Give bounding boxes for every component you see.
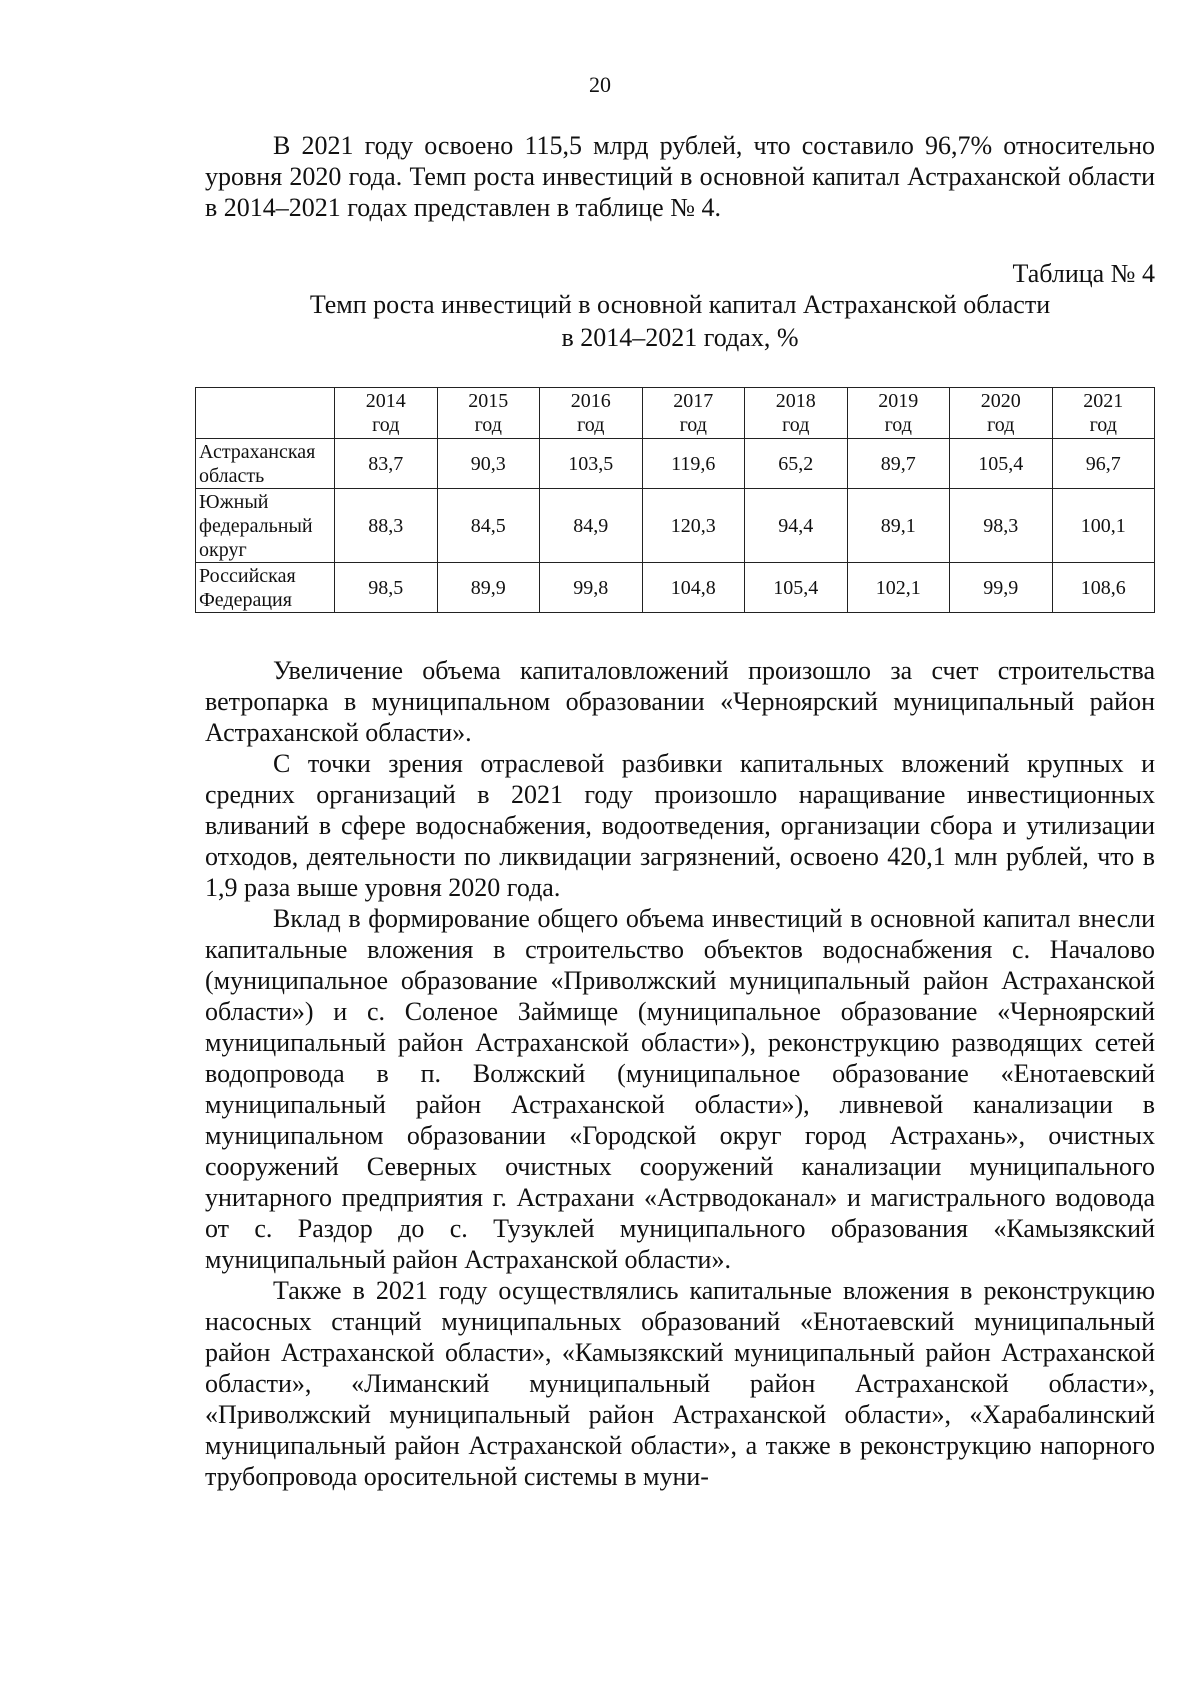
year-header: 2021 год — [1052, 388, 1155, 439]
table-cell: 84,5 — [437, 489, 540, 563]
table-cell: 89,9 — [437, 563, 540, 613]
row-label: Российская Федерация — [196, 563, 335, 613]
table-title-line-1: Темп роста инвестиций в основной капитал Астраханской области — [309, 290, 1051, 319]
table-cell: 104,8 — [642, 563, 745, 613]
table-header-row — [196, 388, 1155, 439]
table-title — [205, 288, 1155, 354]
table-cell: 119,6 — [642, 439, 745, 489]
table-cell: 89,7 — [847, 439, 950, 489]
row-label: Южный федеральный округ — [196, 489, 335, 563]
year-header: 2014 год — [335, 388, 438, 439]
table-corner-cell — [196, 388, 335, 439]
year-header: 2018 год — [745, 388, 848, 439]
page-number: 20 — [589, 72, 611, 97]
table-cell: 98,5 — [335, 563, 438, 613]
year-header: 2017 год — [642, 388, 745, 439]
table-cell: 100,1 — [1052, 489, 1155, 563]
table-cell: 105,4 — [950, 439, 1053, 489]
table-row — [196, 439, 1155, 489]
table-cell: 94,4 — [745, 489, 848, 563]
table-cell: 98,3 — [950, 489, 1053, 563]
row-label: Астраханская область — [196, 439, 335, 489]
body-text — [205, 655, 1155, 1492]
table-cell: 120,3 — [642, 489, 745, 563]
table-cell: 105,4 — [745, 563, 848, 613]
year-header: 2015 год — [437, 388, 540, 439]
table-row — [196, 563, 1155, 613]
paragraph: Также в 2021 году осуществлялись капитальные вложения в реконструкцию насосных станций муниципальных образований «Енотаевский муниципальный район Астраханской области», «Камызякский муниципальный район Астраханской области», «Лиманский муниципальный район Астраханской области», «Приволжский муниципальный район Астраханской области», «Харабалинский муниципальный район Астраханской области», а также в реконструкцию напорного трубопровода оросительной системы в муни- — [205, 1276, 1155, 1491]
table-cell: 88,3 — [335, 489, 438, 563]
intro-paragraph — [205, 130, 1155, 223]
year-header: 2016 год — [540, 388, 643, 439]
table-cell: 103,5 — [540, 439, 643, 489]
table-title-line-2: в 2014–2021 годах, % — [561, 323, 799, 352]
table-cell: 65,2 — [745, 439, 848, 489]
table-number: Таблица № 4 — [1012, 259, 1155, 288]
paragraph: Вклад в формирование общего объема инвестиций в основной капитал внесли капитальные вложения в строительство объектов водоснабжения с. Началово (муниципальное образование «Приволжский муниципальный район Астраханской области») и с. Соленое Займище (муниципальное образование «Черноярский муниципальный район Астраханской области»), реконструкцию разводящих сетей водопровода в п. Волжский (муниципальное образование «Енотаевский муниципальный район Астраханской области»), ливневой канализации в муниципальном образовании «Городской округ город Астрахань», очистных сооружений Северных очистных сооружений канализации муниципального унитарного предприятия г. Астрахани «Астрводоканал» и магистрального водовода от с. Раздор до с. Тузуклей муниципального образования «Камызякский муниципальный район Астраханской области». — [205, 904, 1155, 1274]
paragraph: С точки зрения отраслевой разбивки капитальных вложений крупных и средних организаций в 2021 году произошло наращивание инвестиционных вливаний в сфере водоснабжения, водоотведения, организации сбора и утилизации отходов, деятельности по ликвидации загрязнений, освоено 420,1 млн рублей, что в 1,9 раза выше уровня 2020 года. — [205, 749, 1155, 902]
year-header: 2019 год — [847, 388, 950, 439]
table-row — [196, 489, 1155, 563]
table-cell: 102,1 — [847, 563, 950, 613]
table-cell: 89,1 — [847, 489, 950, 563]
investment-growth-table — [195, 387, 1155, 613]
table-cell: 90,3 — [437, 439, 540, 489]
paragraph: Увеличение объема капиталовложений произошло за счет строительства ветропарка в муниципальном образовании «Черноярский муниципальный район Астраханской области». — [205, 656, 1155, 747]
table-cell: 83,7 — [335, 439, 438, 489]
table-cell: 99,8 — [540, 563, 643, 613]
table-cell: 99,9 — [950, 563, 1053, 613]
year-header: 2020 год — [950, 388, 1053, 439]
table-cell: 84,9 — [540, 489, 643, 563]
table-cell: 108,6 — [1052, 563, 1155, 613]
intro-text: В 2021 году освоено 115,5 млрд рублей, что составило 96,7% относительно уровня 2020 года. Темп роста инвестиций в основной капитал Астраханской области в 2014–2021 годах представлен в таблице № 4. — [205, 131, 1155, 222]
table-cell: 96,7 — [1052, 439, 1155, 489]
